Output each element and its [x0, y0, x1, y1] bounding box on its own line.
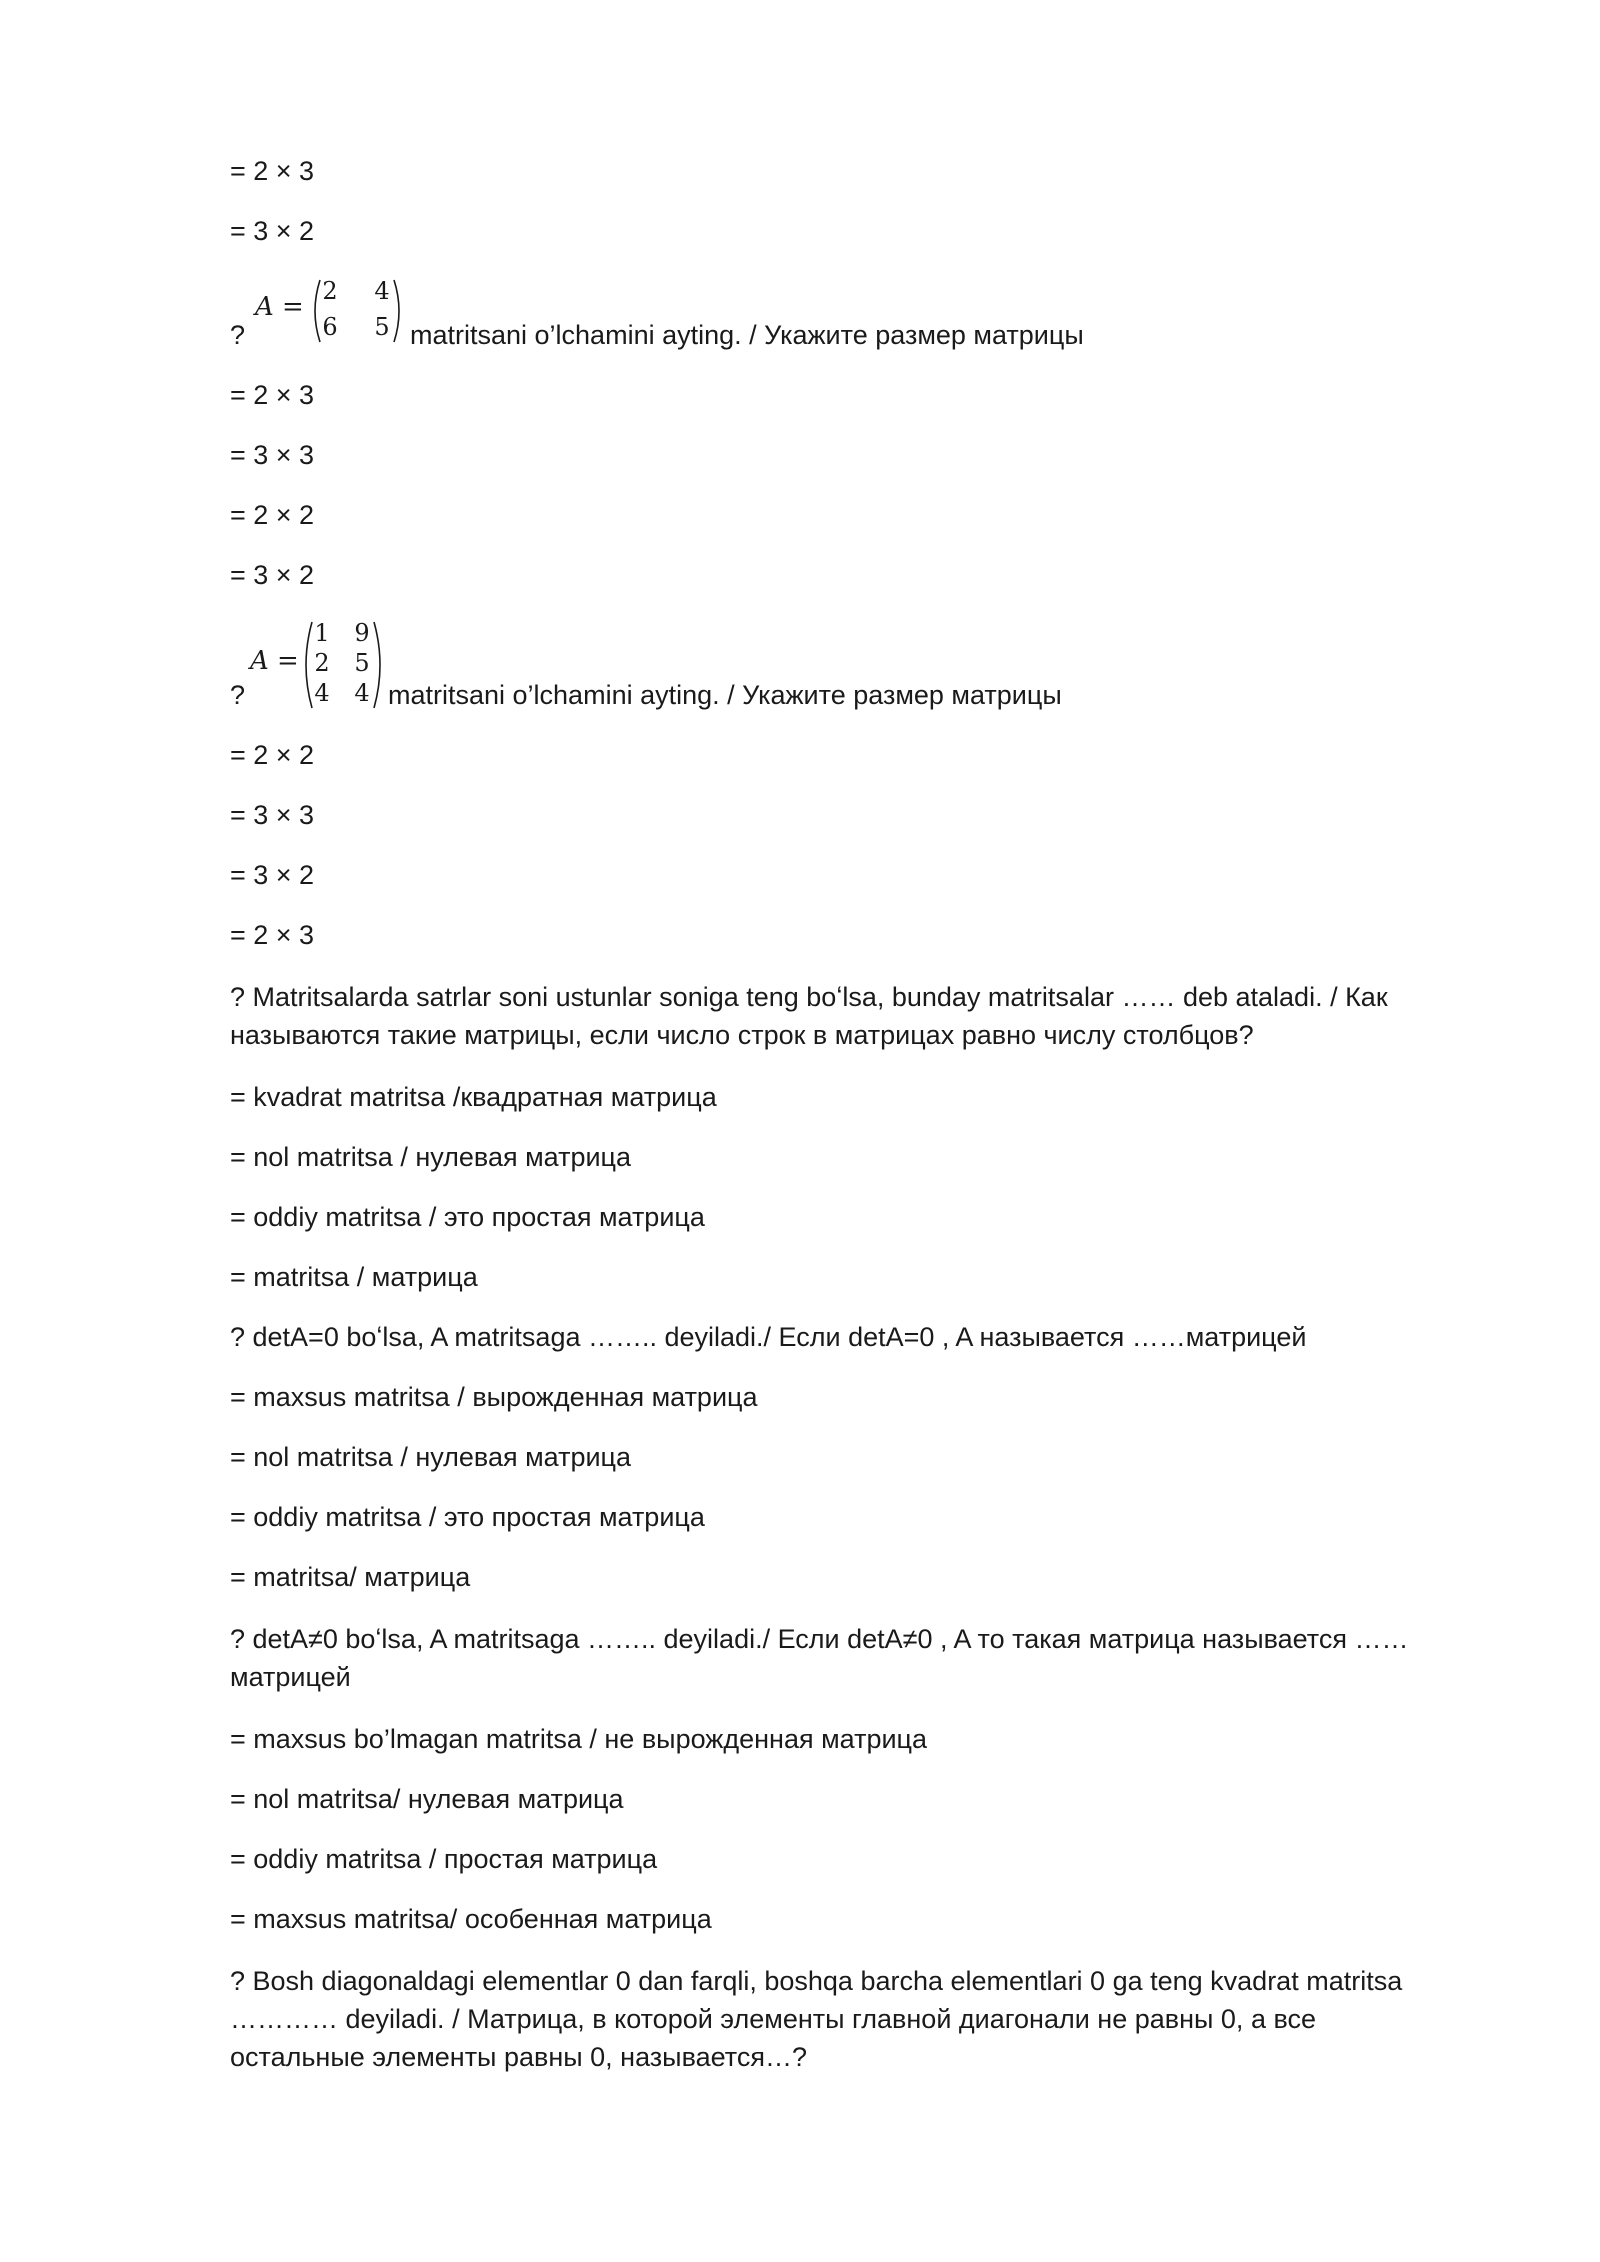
- answer-option: = kvadrat matritsa /квадратная матрица: [230, 1082, 717, 1112]
- matrix-cell: 6: [322, 313, 338, 341]
- answer-option: = 2 × 2: [230, 500, 315, 530]
- answer-option: = oddiy matritsa / простая матрица: [230, 1844, 658, 1874]
- matrix-cell: 9: [354, 619, 370, 647]
- answer-option: = matritsa/ матрица: [230, 1562, 471, 1592]
- answer-option: = matritsa / матрица: [230, 1262, 478, 1292]
- question-mark: ?: [230, 680, 246, 710]
- answer-option: = 3 × 3: [230, 800, 315, 830]
- answer-option: = oddiy matritsa / это простая матрица: [230, 1202, 705, 1232]
- question-mark: ?: [230, 320, 246, 350]
- answer-option: = 3 × 2: [230, 216, 315, 246]
- answer-option: = 2 × 3: [230, 920, 315, 950]
- answer-option: = maxsus bo’lmagan matritsa / не вырожденная матрица: [230, 1724, 928, 1754]
- question-4-text: ? detA=0 boʻlsa, A matritsaga …….. deyiladi./ Если detA=0 , A называется ……матрицей: [230, 1322, 1307, 1352]
- answer-option: = 2 × 3: [230, 380, 315, 410]
- answer-option: = 2 × 2: [230, 740, 315, 770]
- matrix-variable: A =: [250, 646, 299, 676]
- answer-option: = nol matritsa / нулевая матрица: [230, 1442, 632, 1472]
- answer-option: = 3 × 2: [230, 560, 315, 590]
- question-3-text: ? Matritsalarda satrlar soni ustunlar soniga teng boʻlsa, bunday matritsalar …… deb ataladi. / Как называются такие матрицы, если число строк в матрицах равно числу столбцов?: [230, 982, 1388, 1050]
- matrix-cell: 1: [314, 619, 330, 647]
- answer-option: = oddiy matritsa / это простая матрица: [230, 1502, 705, 1532]
- answer-option: = nol matritsa / нулевая матрица: [230, 1142, 632, 1172]
- answer-option: = nol matritsa/ нулевая матрица: [230, 1784, 624, 1814]
- answer-option: = 2 × 3: [230, 156, 315, 186]
- answer-option: = 3 × 2: [230, 860, 315, 890]
- right-paren-icon: [392, 278, 406, 344]
- answer-option: = maxsus matritsa / вырожденная матрица: [230, 1382, 758, 1412]
- question-5-text: ? detA≠0 boʻlsa, A matritsaga …….. deyiladi./ Если detA≠0 , A то такая матрица называется …… матрицей: [230, 1624, 1409, 1692]
- matrix-cell: 5: [374, 313, 390, 341]
- matrix-variable: A =: [255, 292, 304, 322]
- question-text: matritsani o’lchamini ayting. / Укажите размер матрицы: [410, 320, 1084, 350]
- matrix-cell: 4: [354, 679, 370, 707]
- answer-option: = maxsus matritsa/ особенная матрица: [230, 1904, 712, 1934]
- question-6-text: ? Bosh diagonaldagi elementlar 0 dan farqli, boshqa barcha elementlari 0 ga teng kvadrat matritsa ………… deyiladi. / Матрица, в которой элементы главной диагонали не равны 0, а все остальные элементы равны 0, называется…?: [230, 1966, 1403, 2072]
- matrix-cell: 4: [374, 277, 390, 305]
- matrix-cell: 4: [314, 679, 330, 707]
- matrix-cell: 2: [314, 649, 330, 677]
- right-paren-icon: [372, 620, 388, 710]
- matrix-cell: 5: [354, 649, 370, 677]
- question-text: matritsani o’lchamini ayting. / Укажите размер матрицы: [388, 680, 1062, 710]
- matrix-cell: 2: [322, 277, 338, 305]
- answer-option: = 3 × 3: [230, 440, 315, 470]
